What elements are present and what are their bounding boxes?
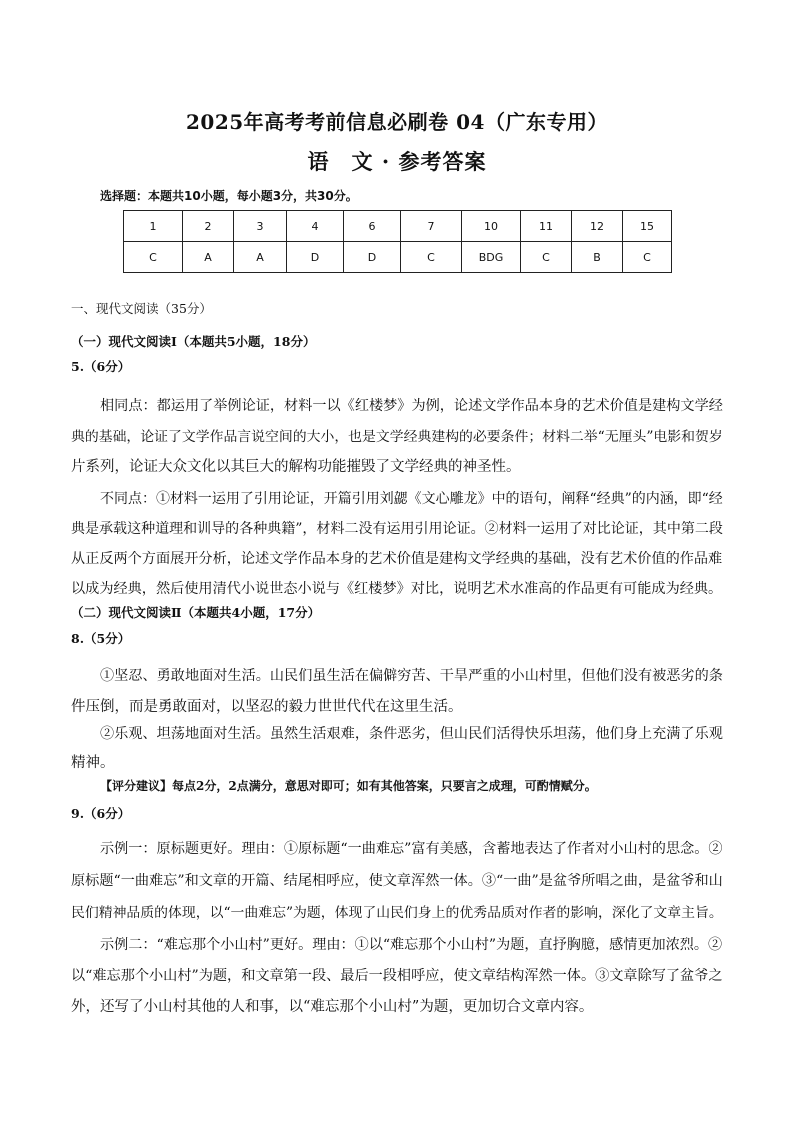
- q5-para-1-line: 片系列，论证大众文化以其巨大的解构功能摧毁了文学经典的神圣性。: [71, 459, 521, 475]
- page-title: 2025年高考考前信息必刷卷 04（广东专用）: [186, 110, 608, 134]
- question-number-cell: 10: [462, 211, 521, 242]
- q8-para-1-line: ①坚忍、勇敢地面对生活。山民们虽生活在偏僻穷苦、干旱严重的小山村里，但他们没有被恶劣的条: [100, 668, 723, 684]
- question-number-cell: 11: [521, 211, 572, 242]
- choice-intro: 选择题：本题共10小题，每小题3分，共30分。: [100, 189, 358, 203]
- q8-para-2-line: ②乐观、坦荡地面对生活。虽然生活艰难，条件恶劣，但山民们活得快乐坦荡，他们身上充满了乐观: [100, 726, 723, 742]
- q5-para-2-line: 从正反两个方面展开分析，论述文学作品本身的艺术价值是建构文学经典的基础，没有艺术价值的作品难: [71, 551, 723, 567]
- q9-para-2-line: 示例二：“难忘那个小山村”更好。理由：①以“难忘那个小山村”为题，直抒胸臆，感情更加浓烈。②: [100, 937, 723, 953]
- answer-table-answer-row: [124, 242, 672, 273]
- answer-cell: B: [572, 242, 623, 273]
- question-number-cell: 2: [183, 211, 234, 242]
- question-number: 5.（6分）: [71, 359, 131, 374]
- question-number-cell: 12: [572, 211, 623, 242]
- answer-cell: BDG: [462, 242, 521, 273]
- q9-para-2-line: 外，还写了小山村其他的人和事，以“难忘那个小山村”为题，更加切合文章内容。: [71, 999, 594, 1015]
- answer-cell: C: [401, 242, 462, 273]
- q9-para-1-line: 示例一：原标题更好。理由：①原标题“一曲难忘”富有美感，含蓄地表达了作者对小山村的思念。②: [100, 841, 723, 857]
- answer-cell: A: [183, 242, 234, 273]
- q5-para-1-line: 相同点：都运用了举例论证，材料一以《红楼梦》为例，论述文学作品本身的艺术价值是建构文学经: [100, 398, 723, 414]
- q9-para-2-line: 以“难忘那个小山村”为题，和文章第一段、最后一段相呼应，使文章结构浑然一体。③文章除写了盆爷之: [71, 968, 723, 984]
- answer-cell: D: [287, 242, 344, 273]
- answer-cell: A: [234, 242, 287, 273]
- answer-cell: C: [521, 242, 572, 273]
- section-heading: 一、现代文阅读（35分）: [71, 301, 212, 316]
- question-number-cell: 7: [401, 211, 462, 242]
- q5-para-2-line: 典是承载这种道理和训导的各种典籍”，材料二没有运用引用论证。②材料一运用了对比论证，其中第二段: [71, 521, 723, 537]
- question-number-cell: 6: [344, 211, 401, 242]
- q8-para-1-line: 件压倒，而是勇敢面对，以坚忍的毅力世世代代在这里生活。: [71, 699, 463, 715]
- q9-para-1-line: 民们精神品质的体现，以“一曲难忘”为题，体现了山民们身上的优秀品质对作者的影响，深化了文章主旨。: [71, 905, 723, 921]
- page-subtitle: 语 文 · 参考答案: [307, 149, 487, 174]
- q5-para-2-line: 以成为经典，然后使用清代小说世态小说与《红楼梦》对比，说明艺术水准高的作品更有可能成为经典。: [71, 581, 723, 597]
- scoring-note: 【评分建议】每点2分，2点满分，意思对即可；如有其他答案，只要言之成理，可酌情赋分。: [100, 779, 597, 793]
- answer-table: [123, 210, 672, 273]
- answer-cell: C: [124, 242, 183, 273]
- subsection-heading: （一）现代文阅读Ⅰ（本题共5小题，18分）: [71, 334, 316, 349]
- question-number: 8.（5分）: [71, 631, 131, 646]
- q5-para-1-line: 典的基础，论证了文学作品言说空间的大小，也是文学经典建构的必要条件；材料二举“无厘头”电影和贺岁: [71, 429, 723, 445]
- question-number-cell: 1: [124, 211, 183, 242]
- question-number: 9.（6分）: [71, 806, 131, 821]
- q9-para-1-line: 原标题“一曲难忘”和文章的开篇、结尾相呼应，使文章浑然一体。③“一曲”是盆爷所唱之曲，是盆爷和山: [71, 873, 723, 889]
- q5-para-2-line: 不同点：①材料一运用了引用论证，开篇引用刘勰《文心雕龙》中的语句，阐释“经典”的内涵，即“经: [100, 491, 723, 507]
- q8-para-2-line: 精神。: [71, 755, 115, 771]
- question-number-cell: 3: [234, 211, 287, 242]
- answer-cell: C: [623, 242, 672, 273]
- question-number-cell: 15: [623, 211, 672, 242]
- subsection-heading: （二）现代文阅读Ⅱ（本题共4小题，17分）: [71, 605, 321, 620]
- answer-table-number-row: [124, 211, 672, 242]
- answer-cell: D: [344, 242, 401, 273]
- question-number-cell: 4: [287, 211, 344, 242]
